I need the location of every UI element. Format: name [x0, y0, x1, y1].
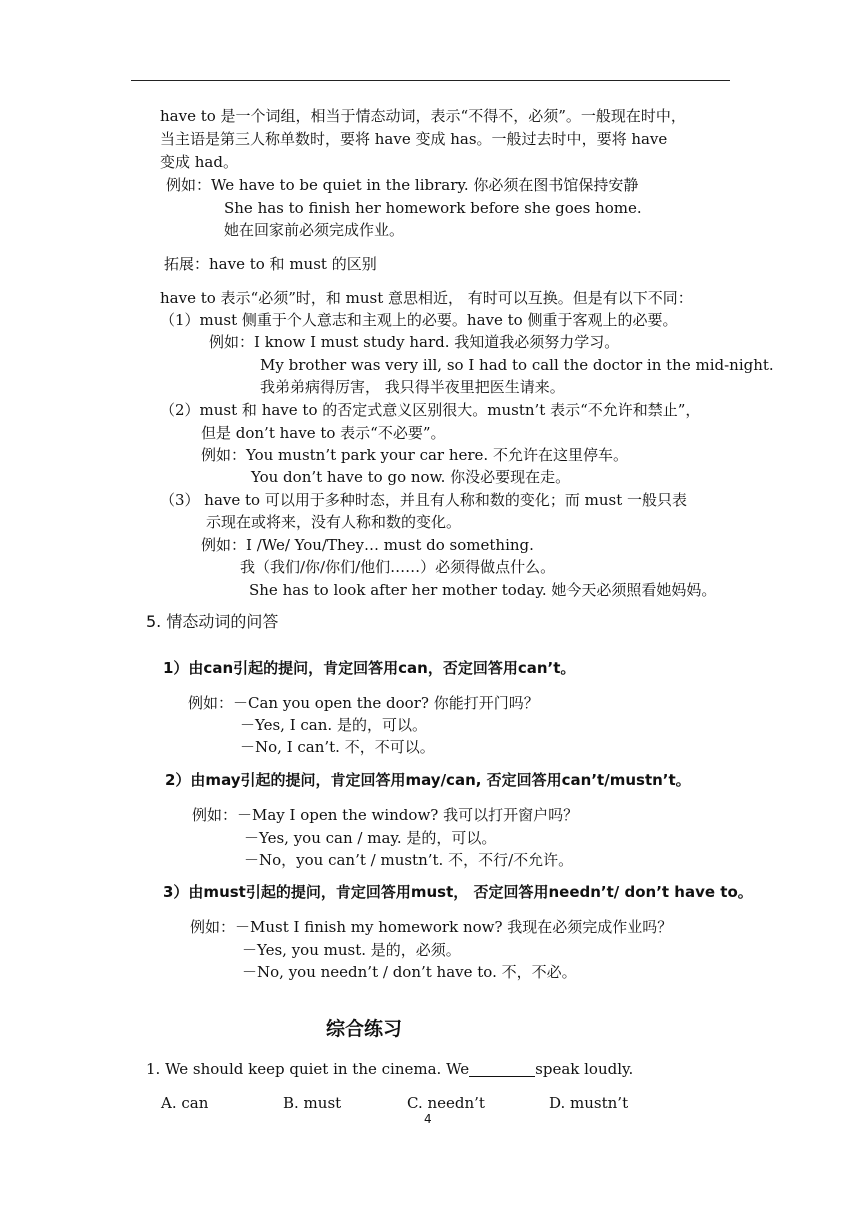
- expand-point-2b: 但是 don’t have to 表示“不必要”。: [201, 424, 446, 442]
- expand-point-3-example-2: 我（我们/你/你们/他们……）必须得做点什么。: [240, 558, 556, 576]
- exercise-question-1-tail: speak loudly.: [535, 1060, 634, 1078]
- expand-point-3b: 示现在或将来，没有人称和数的变化。: [206, 513, 462, 531]
- question-1-heading: 1）由can引起的提问，肯定回答用can，否定回答用can’t。: [163, 659, 576, 677]
- question-2-example-3: －No，you can’t / mustn’t. 不，不行/不允许。: [244, 851, 574, 869]
- intro-line-1: have to 是一个词组，相当于情态动词，表示“不得不，必须”。一般现在时中，: [160, 107, 686, 125]
- answer-blank[interactable]: [469, 1061, 535, 1077]
- question-3-example-3: －No, you needn’t / don’t have to. 不，不必。: [242, 963, 577, 981]
- intro-example-1: 例如：We have to be quiet in the library. 你必须在图书馆保持安静: [166, 176, 639, 194]
- option-c: C. needn’t: [407, 1094, 485, 1112]
- question-3-example-2: －Yes, you must. 是的，必须。: [242, 941, 461, 959]
- option-b: B. must: [283, 1094, 342, 1112]
- exercise-question-1: [146, 1059, 633, 1079]
- question-2-example-1: 例如：－May I open the window? 我可以打开窗户吗？: [192, 806, 579, 824]
- question-2-heading: 2）由may引起的提问，肯定回答用may/can, 否定回答用can’t/mustn’t。: [165, 771, 691, 789]
- intro-example-2: She has to finish her homework before she goes home.: [224, 199, 642, 217]
- expand-point-1-example-1: 例如：I know I must study hard. 我知道我必须努力学习。: [209, 333, 620, 351]
- question-1-example-2: －Yes, I can. 是的，可以。: [240, 716, 427, 734]
- expand-point-2-example-1: 例如：You mustn’t park your car here. 不允许在这里停车。: [201, 446, 628, 464]
- expand-point-1-example-3: 我弟弟病得厉害， 我只得半夜里把医生请来。: [260, 378, 565, 396]
- expand-point-3a: （3） have to 可以用于多种时态，并且有人称和数的变化；而 must 一般只表: [160, 491, 688, 509]
- expand-point-1-example-2: My brother was very ill, so I had to call the doctor in the mid-night.: [260, 356, 774, 374]
- expand-point-3-example-3: She has to look after her mother today. 她今天必须照看她妈妈。: [249, 581, 717, 599]
- expand-point-2-example-2: You don’t have to go now. 你没必要现在走。: [251, 468, 571, 486]
- question-3-heading: 3）由must引起的提问，肯定回答用must， 否定回答用needn’t/ don’t have to。: [163, 883, 753, 901]
- expand-line-1: have to 表示“必须”时，和 must 意思相近， 有时可以互换。但是有以下不同：: [160, 289, 693, 307]
- intro-line-2: 当主语是第三人称单数时，要将 have 变成 has。一般过去时中，要将 have: [160, 130, 668, 148]
- option-d: D. mustn’t: [549, 1094, 629, 1112]
- question-2-example-2: －Yes, you can / may. 是的，可以。: [244, 829, 497, 847]
- expand-point-2a: （2）must 和 have to 的否定式意义区别很大。mustn’t 表示“不允许和禁止”，: [160, 401, 701, 419]
- question-3-example-1: 例如：－Must I finish my homework now? 我现在必须完成作业吗？: [190, 918, 673, 936]
- expand-title: 拓展：have to 和 must 的区别: [164, 255, 377, 273]
- expand-point-3-example-1: 例如：I /We/ You/They… must do something.: [201, 536, 534, 554]
- exercise-question-1-stem: 1. We should keep quiet in the cinema. We: [146, 1060, 470, 1078]
- page-number: 4: [424, 1112, 432, 1126]
- header-rule: [131, 80, 730, 81]
- option-a: A. can: [161, 1094, 209, 1112]
- intro-line-3: 变成 had。: [160, 153, 238, 171]
- question-1-example-3: －No, I can’t. 不，不可以。: [240, 738, 435, 756]
- exercise-title: 综合练习: [326, 1018, 403, 1040]
- question-1-example-1: 例如：－Can you open the door? 你能打开门吗？: [188, 694, 539, 712]
- section-5-title: 5. 情态动词的问答: [146, 612, 279, 631]
- expand-point-1: （1）must 侧重于个人意志和主观上的必要。have to 侧重于客观上的必要。: [160, 311, 678, 329]
- intro-example-3: 她在回家前必须完成作业。: [224, 221, 405, 239]
